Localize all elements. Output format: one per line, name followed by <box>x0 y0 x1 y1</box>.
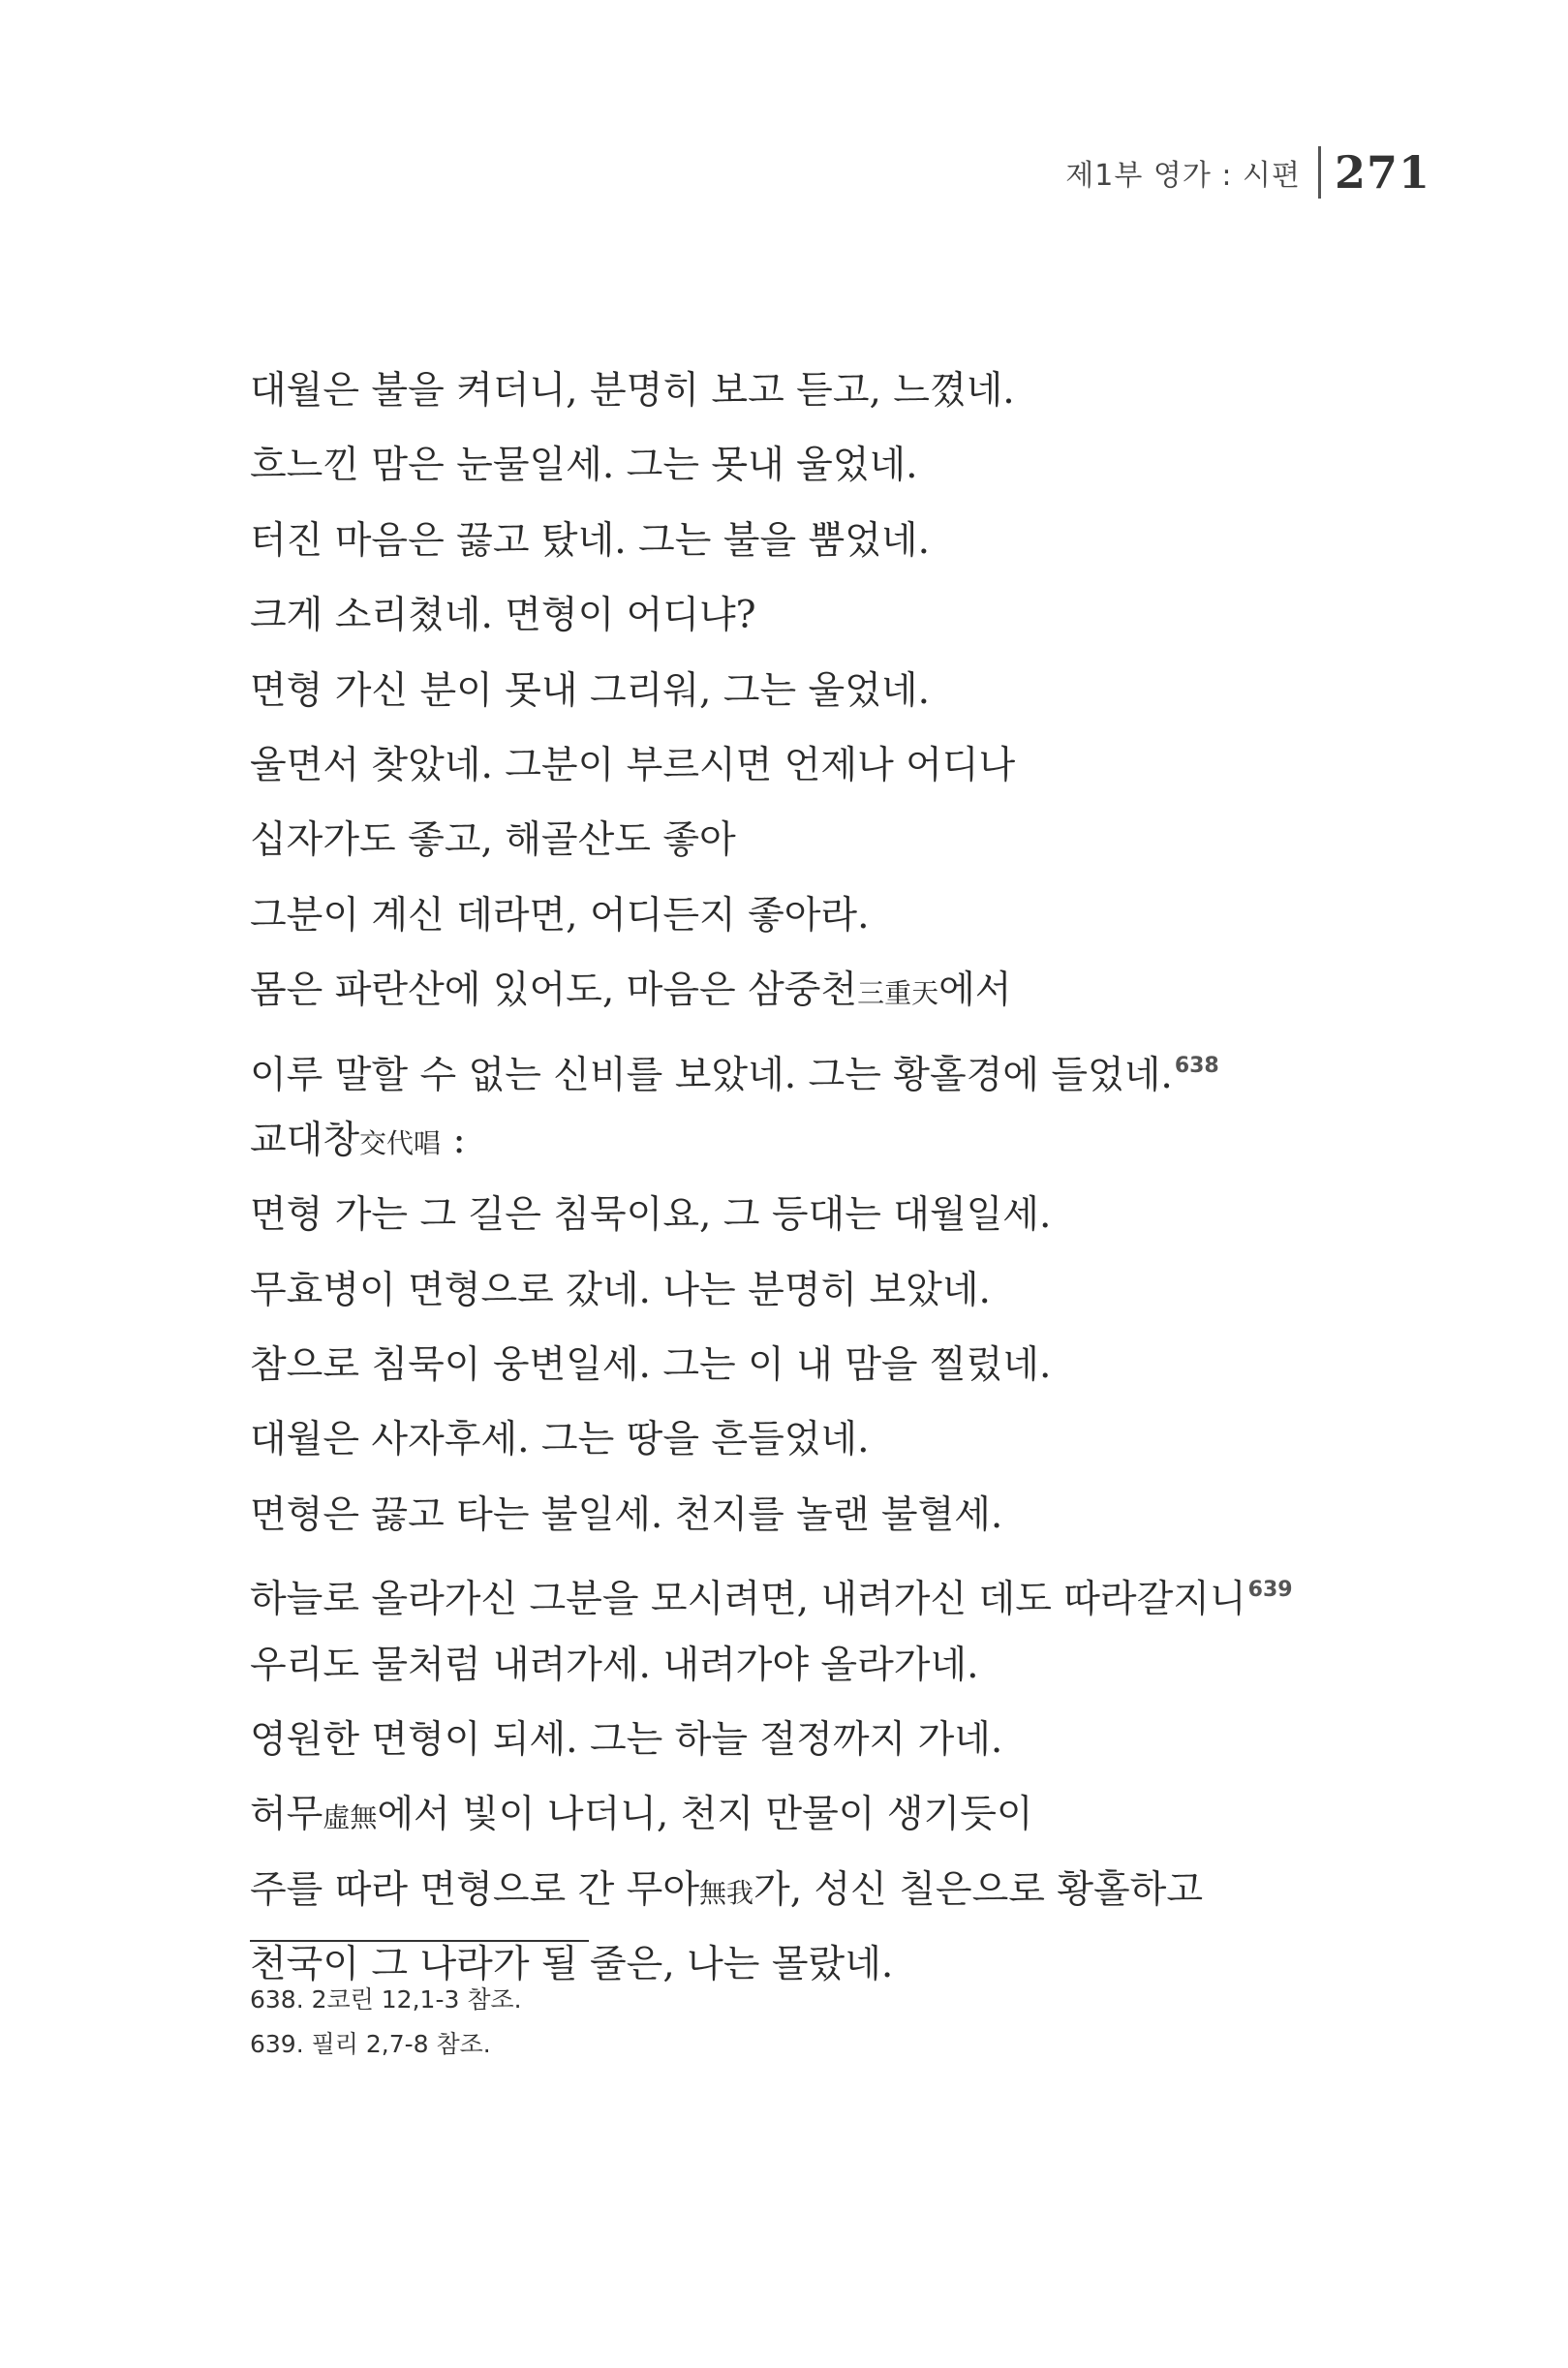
footnote-divider <box>250 1940 589 1942</box>
running-header <box>1065 143 1430 201</box>
poem-line: 대월은 불을 켜더니, 분명히 보고 듣고, 느꼈네. <box>250 369 1015 413</box>
poem-line: 터진 마음은 끓고 탔네. 그는 불을 뿜었네. <box>250 518 930 563</box>
hanja-annotation: 三重天 <box>857 977 939 1010</box>
poem-line: 영원한 면형이 되세. 그는 하늘 절정까지 가네. <box>250 1718 1003 1763</box>
footnote-text: 필리 2,7-8 참조. <box>311 2030 491 2058</box>
running-title: 제1부 영가 : 시편 <box>1065 159 1301 193</box>
poem-line: 면형 가신 분이 못내 그리워, 그는 울었네. <box>250 668 930 713</box>
hanja-annotation: 虛無 <box>323 1801 378 1834</box>
footnote-ref-638[interactable]: 638 <box>1174 1053 1219 1078</box>
poem-line: 흐느낀 맘은 눈물일세. 그는 못내 울었네. <box>250 444 918 488</box>
poem-line: 크게 소리쳤네. 면형이 어디냐? <box>250 594 756 638</box>
poem-line: 십자가도 좋고, 해골산도 좋아 <box>250 818 736 863</box>
poem-line: 무효병이 면형으로 갔네. 나는 분명히 보았네. <box>250 1268 991 1312</box>
poem-line: 주를 따라 면형으로 간 무아無我가, 성신 칠은으로 황홀하고 <box>250 1867 1204 1912</box>
poem-body <box>250 354 1451 2003</box>
poem-line: 울면서 찾았네. 그분이 부르시면 언제나 어디나 <box>250 743 1016 787</box>
footnotes <box>250 1978 522 2067</box>
poem-line: 하늘로 올라가신 그분을 모시려면, 내려가신 데도 따라갈지니$^{639}$ <box>250 1578 1293 1622</box>
footnote-639 <box>250 2022 522 2067</box>
footnote-label: 639. <box>250 2030 304 2058</box>
poem-line: 그분이 계신 데라면, 어디든지 좋아라. <box>250 893 870 938</box>
poem-line: 몸은 파란산에 있어도, 마음은 삼중천三重天에서 <box>250 969 1012 1013</box>
section-heading: 교대창交代唱 : <box>250 1118 466 1162</box>
poem-line: 참으로 침묵이 웅변일세. 그는 이 내 맘을 찔렀네. <box>250 1343 1052 1388</box>
poem-line: 대월은 사자후세. 그는 땅을 흔들었네. <box>250 1418 870 1462</box>
header-divider <box>1318 146 1321 199</box>
footnote-638 <box>250 1978 522 2022</box>
poem-line: 우리도 물처럼 내려가세. 내려가야 올라가네. <box>250 1643 979 1687</box>
footnote-ref-639[interactable]: 639 <box>1247 1578 1293 1603</box>
poem-line: 면형 가는 그 길은 침묵이요, 그 등대는 대월일세. <box>250 1193 1052 1238</box>
poem-line: 면형은 끓고 타는 불일세. 천지를 놀랜 불혈세. <box>250 1492 1003 1537</box>
page-number: 271 <box>1334 146 1430 199</box>
poem-line: 이루 말할 수 없는 신비를 보았네. 그는 황홀경에 들었네.$^{638}$ <box>250 1053 1219 1097</box>
hanja-annotation: 無我 <box>699 1876 754 1909</box>
hanja-annotation: 交代唱 <box>359 1126 442 1159</box>
poem-line: 천국이 그 나라가 될 줄은, 나는 몰랐네. <box>250 1943 894 1987</box>
footnote-text: 2코린 12,1-3 참조. <box>311 1985 522 2014</box>
footnote-label: 638. <box>250 1985 304 2014</box>
poem-line: 허무虛無에서 빛이 나더니, 천지 만물이 생기듯이 <box>250 1793 1033 1837</box>
